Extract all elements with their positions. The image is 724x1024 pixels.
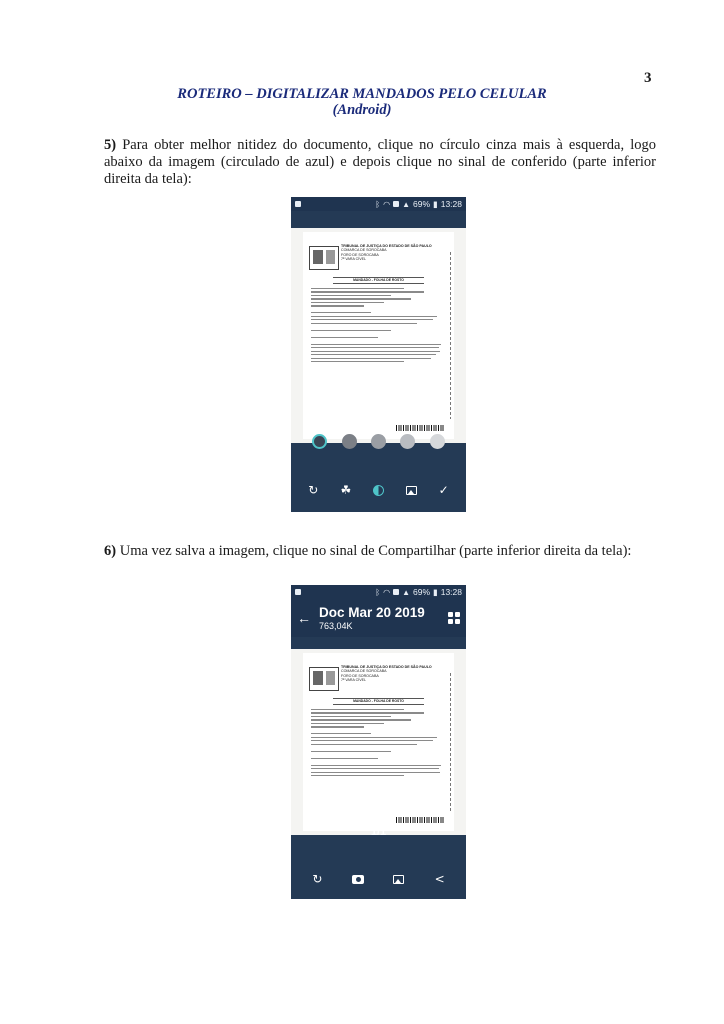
battery-level: 69% (413, 587, 431, 597)
document-header (341, 665, 432, 683)
step-6-number: 6) (104, 543, 117, 559)
contrast-icon[interactable] (371, 483, 385, 497)
document-side-stamp (450, 252, 451, 419)
sim-icon (393, 589, 399, 595)
app-bar (291, 599, 466, 637)
document-side-stamp (450, 673, 451, 811)
phone-screenshot-share (291, 585, 466, 899)
step-6-text: Uma vez salva a imagem, clique no sinal de Compartilhar (parte inferior direita da tela): (116, 543, 632, 559)
filter-swatch[interactable] (342, 434, 357, 449)
document-header-line: FORO DE SOROCABA (341, 252, 379, 257)
scanned-document-preview (291, 649, 466, 835)
battery-level: 69% (413, 199, 431, 209)
battery-icon: ▮ (433, 198, 438, 209)
page-counter: 1/1 (370, 826, 387, 838)
document-body-text (311, 288, 444, 419)
wifi-icon: ◠ (383, 587, 391, 597)
document-page (303, 232, 454, 439)
step-5-number: 5) (104, 137, 117, 153)
document-body-text (311, 709, 444, 811)
document-header-line: 7ª VARA CÍVEL (341, 678, 367, 683)
tjsp-logo (309, 246, 339, 270)
page-number: 3 (644, 70, 652, 86)
refresh-icon[interactable]: ↻ (308, 483, 319, 497)
share-icon[interactable]: < (434, 872, 445, 886)
bluetooth-icon: ᛒ (375, 199, 381, 209)
share-toolbar (291, 859, 466, 899)
color-filter-bar (291, 426, 466, 456)
document-header (341, 244, 432, 262)
status-time: 13:28 (440, 587, 462, 597)
document-header-line: COMARCA DE SOROCABA (341, 248, 387, 253)
scanned-document-preview (291, 228, 466, 443)
step-5-paragraph (104, 137, 656, 188)
status-time: 13:28 (440, 199, 462, 209)
battery-icon: ▮ (433, 586, 438, 597)
edit-toolbar (291, 468, 466, 512)
signal-icon: ▲ (402, 587, 411, 597)
status-bar (291, 197, 466, 211)
signal-icon: ▲ (402, 199, 411, 209)
document-barcode (396, 817, 444, 823)
sim-icon (393, 201, 399, 207)
filter-swatch-selected[interactable] (312, 434, 327, 449)
filter-swatch[interactable] (430, 434, 445, 449)
grid-view-icon[interactable] (448, 612, 460, 624)
title-line-1: ROTEIRO – DIGITALIZAR MANDADOS PELO CELULAR (177, 86, 547, 102)
filter-swatch[interactable] (371, 434, 386, 449)
document-header-line: FORO DE SOROCABA (341, 673, 379, 678)
document-header-line: 7ª VARA CÍVEL (341, 257, 367, 262)
scan-title: Doc Mar 20 2019 (319, 604, 425, 620)
wifi-icon: ◠ (383, 199, 391, 209)
image-icon[interactable] (404, 483, 418, 497)
tjsp-logo (309, 667, 339, 691)
document-mandado-heading: MANDADO - FOLHA DE ROSTO (333, 698, 424, 705)
camera-icon[interactable] (351, 872, 365, 886)
document-header-line: COMARCA DE SOROCABA (341, 669, 387, 674)
notification-icon (295, 589, 301, 595)
filter-icon[interactable]: ☘ (340, 483, 352, 497)
notification-icon (295, 201, 301, 207)
check-icon[interactable]: ✓ (438, 483, 449, 497)
refresh-icon[interactable]: ↻ (312, 872, 323, 886)
back-arrow-icon[interactable]: ← (297, 610, 311, 626)
document-page (303, 653, 454, 831)
status-bar (291, 585, 466, 599)
image-icon[interactable] (392, 872, 406, 886)
scan-file-size: 763,04K (319, 620, 353, 631)
step-5-text: Para obter melhor nitidez do documento, clique no círculo cinza mais à esquerda, logo abaixo da imagem (circulado de azul) e depois clique no sinal de conferido (parte inferior direita da tela): (104, 137, 656, 187)
title-line-2: (Android) (332, 102, 392, 118)
bluetooth-icon: ᛒ (375, 587, 381, 597)
phone-screenshot-edit (291, 197, 466, 512)
step-6-paragraph (104, 543, 656, 560)
document-title (0, 86, 724, 118)
document-header-title: TRIBUNAL DE JUSTIÇA DO ESTADO DE SÃO PAULO (341, 665, 432, 669)
document-mandado-heading: MANDADO - FOLHA DE ROSTO (333, 277, 424, 284)
filter-swatch[interactable] (400, 434, 415, 449)
document-header-title: TRIBUNAL DE JUSTIÇA DO ESTADO DE SÃO PAULO (341, 244, 432, 248)
